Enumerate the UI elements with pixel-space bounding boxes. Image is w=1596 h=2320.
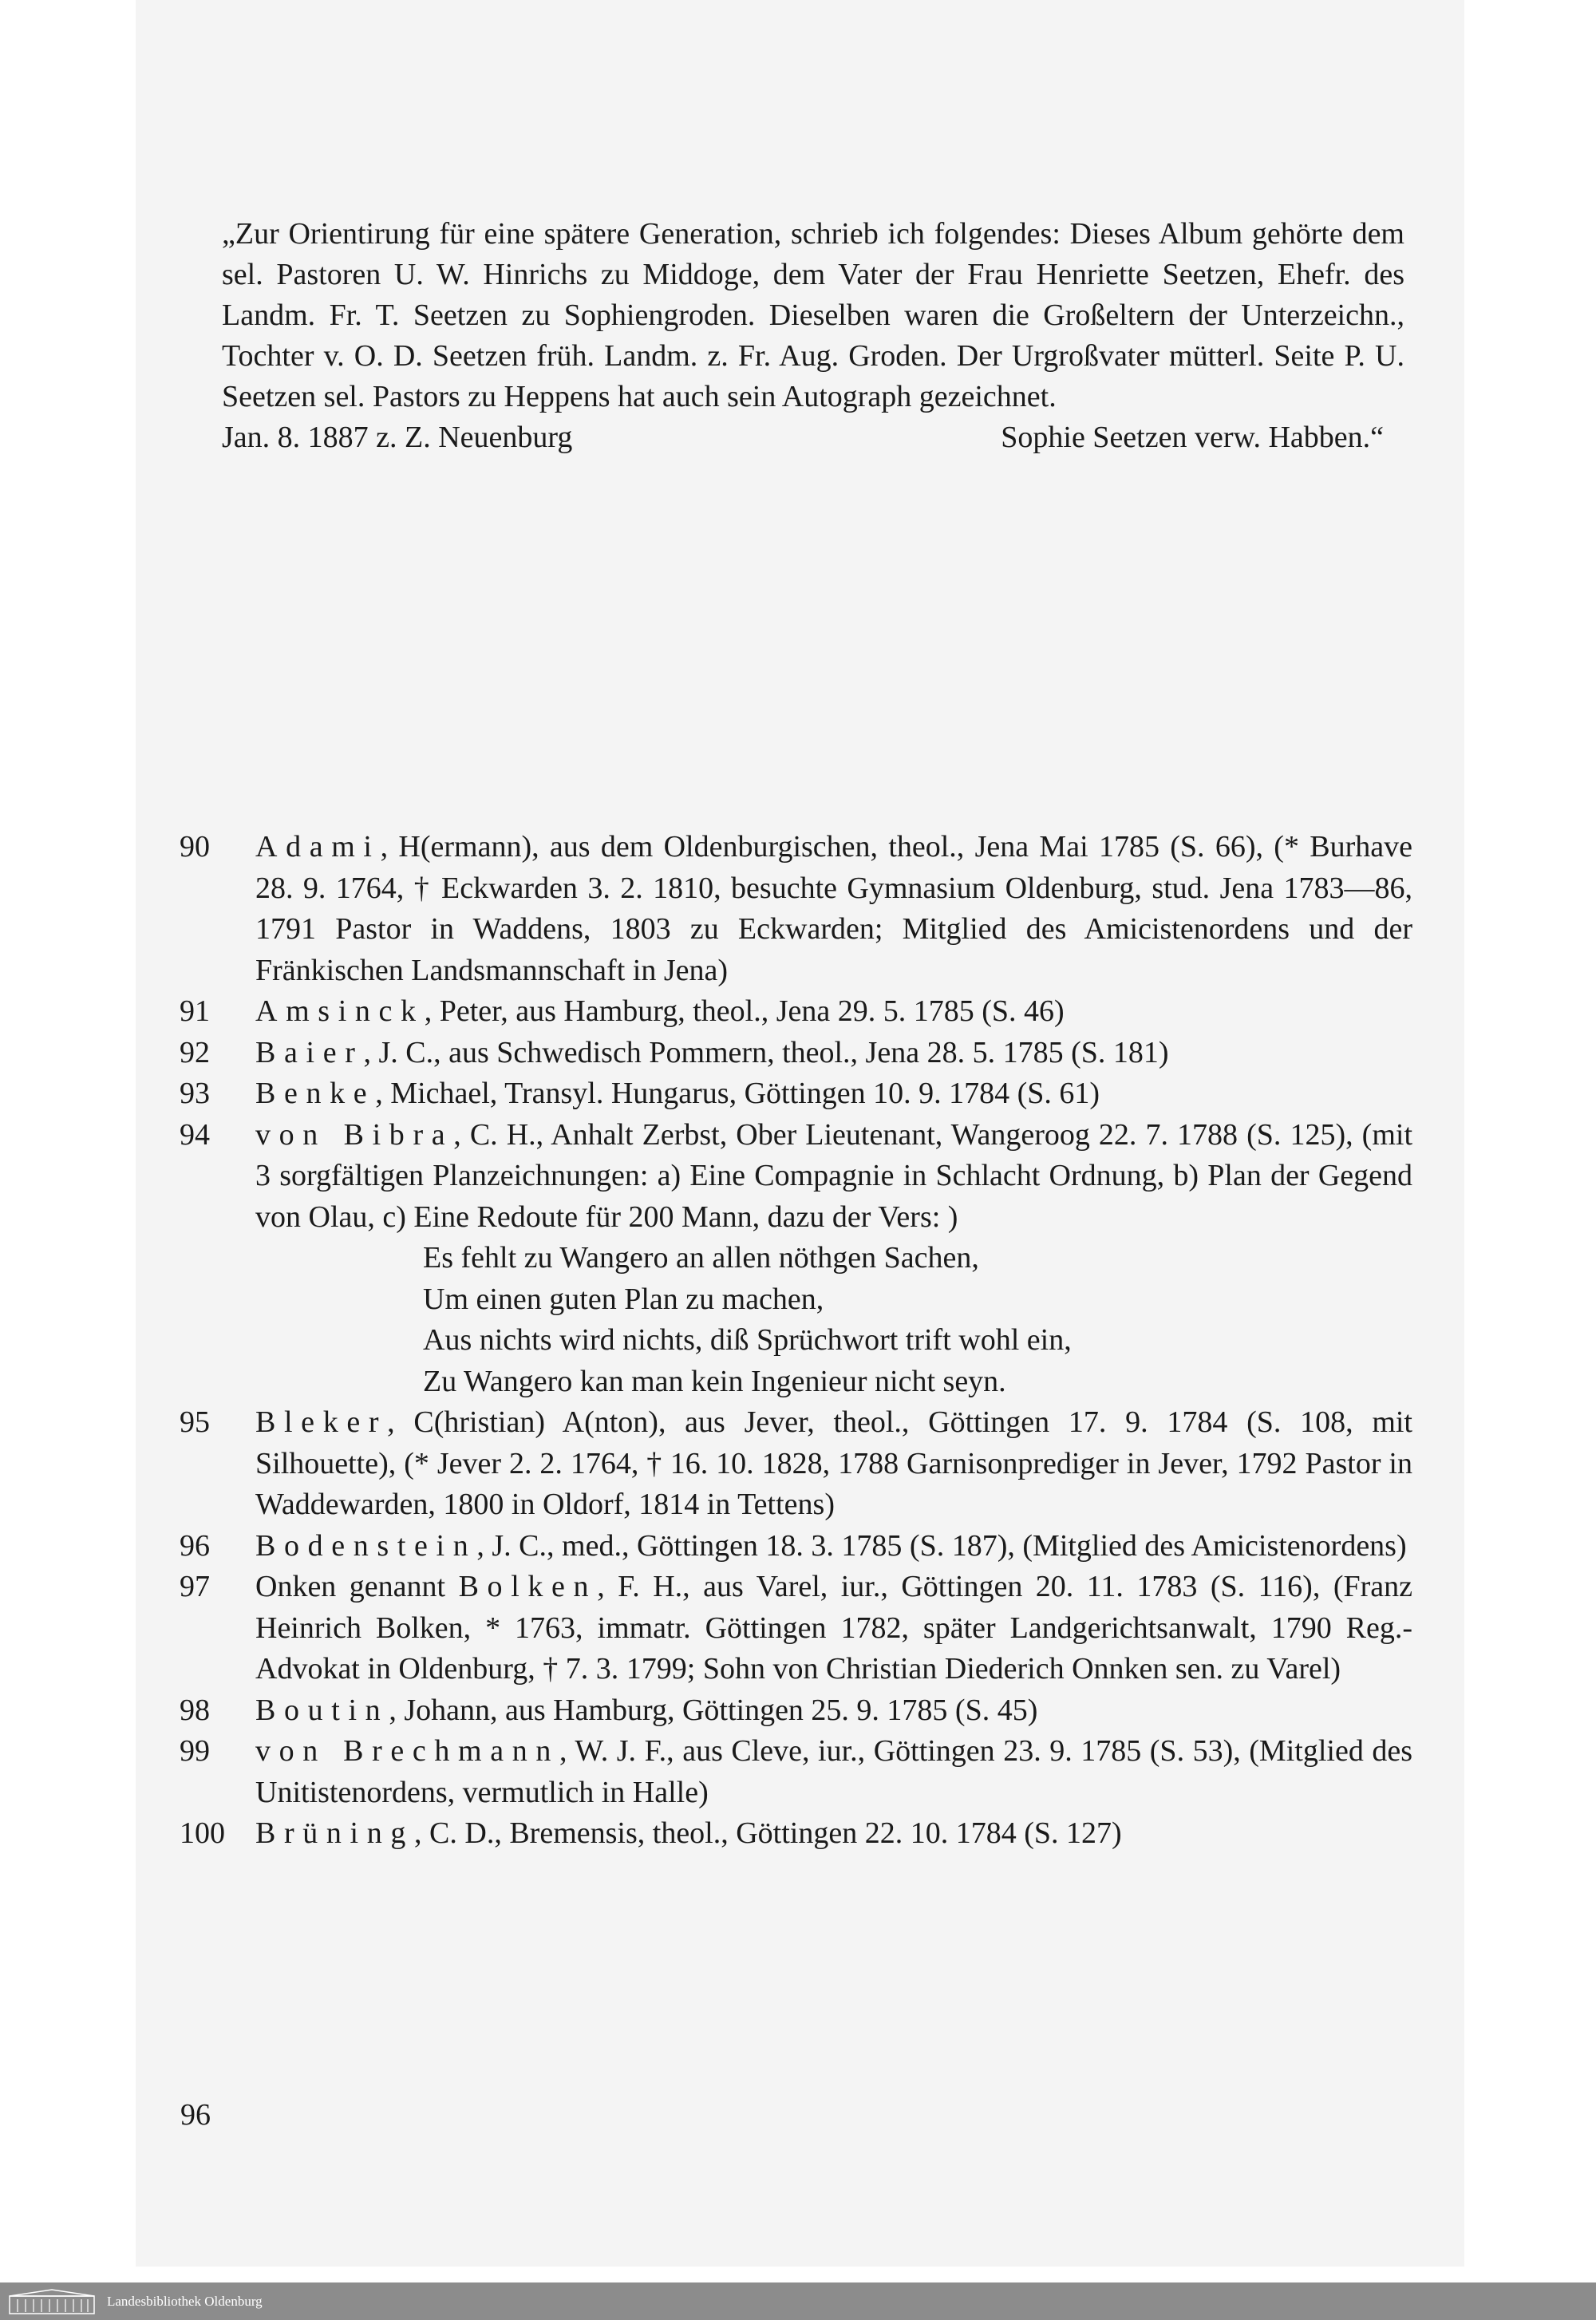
library-footer-bar — [0, 2282, 1596, 2320]
library-name: Landesbibliothek Oldenburg — [107, 2293, 263, 2309]
entry-text — [255, 827, 1412, 991]
entry-number: 99 — [180, 1734, 210, 1768]
entry-name: Adami — [255, 830, 381, 864]
entry-99 — [180, 1731, 1412, 1813]
entry-name: Amsinck — [255, 994, 425, 1028]
entry-94 — [180, 1115, 1412, 1403]
entry-text — [255, 1073, 1412, 1115]
quote-signature-line — [222, 417, 1404, 458]
entry-96 — [180, 1526, 1412, 1567]
verse-line: Zu Wangero kan man kein Ingenieur nicht seyn. — [423, 1364, 1006, 1398]
verse-line: Es fehlt zu Wangero an allen nöthgen Sachen, — [423, 1241, 979, 1275]
entry-text — [255, 1813, 1412, 1855]
entry-90 — [180, 827, 1412, 991]
entry-name: von Bibra — [255, 1117, 454, 1152]
entry-name: Brüning — [255, 1816, 415, 1850]
entry-text — [255, 1526, 1412, 1567]
entry-details: , F. H., aus Varel, iur., Göttingen 20. 11. 1783 (S. 116), (Franz Heinrich Bolken, * 1763, immatr. Göttingen 1782, später Landgerichtsanwalt, 1790 Reg.-Advokat in Oldenburg, † 7. 3. 1799; Sohn von Christian Diederich Onnken sen. zu Varel) — [255, 1570, 1412, 1686]
entry-details: , C. H., Anhalt Zerbst, Ober Lieutenant, Wangeroog 22. 7. 1788 (S. 125), (mit 3 sorgfältigen Planzeichnungen: a) Eine Compagnie in Schlacht Ordnung, b) Plan der Gegend von Olau, c) Eine Redoute für 200 Mann, dazu der Vers: ) — [255, 1117, 1412, 1234]
entry-details: , W. J. F., aus Cleve, iur., Göttingen 23. 9. 1785 (S. 53), (Mitglied des Unitistenordens, vermutlich in Halle) — [255, 1734, 1413, 1809]
entry-details: , Peter, aus Hamburg, theol., Jena 29. 5. 1785 (S. 46) — [424, 994, 1065, 1028]
entry-number: 92 — [180, 1035, 210, 1069]
quote-text: „Zur Orientirung für eine spätere Generation, schrieb ich folgendes: Dieses Album gehörte dem sel. Pastoren U. W. Hinrichs zu Middoge, dem Vater der Frau Henriette Seetzen, Ehefr. des Landm. Fr. T. Seetzen zu Sophiengroden. Dieselben waren die Großeltern der Unterzeichn., Tochter v. O. D. Seetzen früh. Landm. z. Fr. Aug. Groden. Der Urgroßvater mütterl. Seite P. U. Seetzen sel. Pastors zu Heppens hat auch sein Autograph gezeichnet. — [222, 217, 1404, 413]
entry-name: Bleker — [255, 1405, 388, 1439]
entry-97 — [180, 1567, 1412, 1690]
entry-prefix: Onken genannt — [255, 1570, 459, 1603]
entry-details: , C(hristian) A(nton), aus Jever, theol., Göttingen 17. 9. 1784 (S. 108, mit Silhouette), (* Jever 2. 2. 1764, † 16. 10. 1828, 1788 Garnisonprediger in Jever, 1792 Pastor in Waddewarden, 1800 in Oldorf, 1814 in Tettens) — [255, 1405, 1412, 1521]
entry-details: , J. C., aus Schwedisch Pommern, theol., Jena 28. 5. 1785 (S. 181) — [363, 1035, 1169, 1069]
entry-name: Bolken — [458, 1570, 598, 1603]
entry-100 — [180, 1813, 1412, 1855]
entry-number: 90 — [180, 830, 210, 864]
entry-number: 98 — [180, 1693, 210, 1727]
entry-name: von Brechmann — [255, 1734, 560, 1768]
verse-block — [423, 1238, 1412, 1402]
verse-line: Um einen guten Plan zu machen, — [423, 1282, 824, 1316]
entry-details: , C. D., Bremensis, theol., Göttingen 22. 10. 1784 (S. 127) — [414, 1816, 1122, 1850]
entry-text — [255, 1690, 1412, 1732]
entry-number: 97 — [180, 1570, 210, 1603]
library-building-icon — [8, 2288, 96, 2315]
entry-91 — [180, 991, 1412, 1033]
entry-number: 91 — [180, 994, 210, 1028]
register-entries — [180, 827, 1412, 1855]
quote-block — [222, 214, 1404, 458]
entry-name: Benke — [255, 1077, 376, 1110]
entry-name: Bodenstein — [255, 1528, 477, 1563]
entry-text — [255, 1115, 1412, 1403]
entry-name: Boutin — [255, 1693, 389, 1727]
entry-text — [255, 1402, 1412, 1526]
entry-text — [255, 1567, 1412, 1690]
entry-number: 96 — [180, 1528, 210, 1563]
quote-signature: Sophie Seetzen verw. Habben.“ — [1001, 421, 1384, 454]
entry-details: , Michael, Transyl. Hungarus, Göttingen 10. 9. 1784 (S. 61) — [375, 1077, 1100, 1110]
entry-name: Baier — [255, 1035, 364, 1069]
entry-text — [255, 1033, 1412, 1074]
entry-number: 95 — [180, 1405, 210, 1439]
entry-93 — [180, 1073, 1412, 1115]
quote-date-place: Jan. 8. 1887 z. Z. Neuenburg — [222, 421, 573, 454]
entry-text — [255, 1731, 1412, 1813]
entry-details: , Johann, aus Hamburg, Göttingen 25. 9. 1785 (S. 45) — [389, 1693, 1038, 1727]
entry-number: 93 — [180, 1077, 210, 1110]
entry-text — [255, 991, 1412, 1033]
entry-number: 100 — [180, 1816, 225, 1850]
entry-95 — [180, 1402, 1412, 1526]
entry-details: , H(ermann), aus dem Oldenburgischen, theol., Jena Mai 1785 (S. 66), (* Burhave 28. 9. 1764, † Eckwarden 3. 2. 1810, besuchte Gymnasium Oldenburg, stud. Jena 1783—86, 1791 Pastor in Waddens, 1803 zu Eckwarden; Mitglied des Amicistenordens und der Fränkischen Landsmannschaft in Jena) — [255, 830, 1412, 987]
entry-92 — [180, 1033, 1412, 1074]
page-number: 96 — [180, 2098, 211, 2132]
entry-number: 94 — [180, 1117, 210, 1152]
entry-98 — [180, 1690, 1412, 1732]
verse-line: Aus nichts wird nichts, diß Sprüchwort trift wohl ein, — [423, 1323, 1072, 1357]
entry-details: , J. C., med., Göttingen 18. 3. 1785 (S. 187), (Mitglied des Amicistenordens) — [476, 1528, 1407, 1563]
